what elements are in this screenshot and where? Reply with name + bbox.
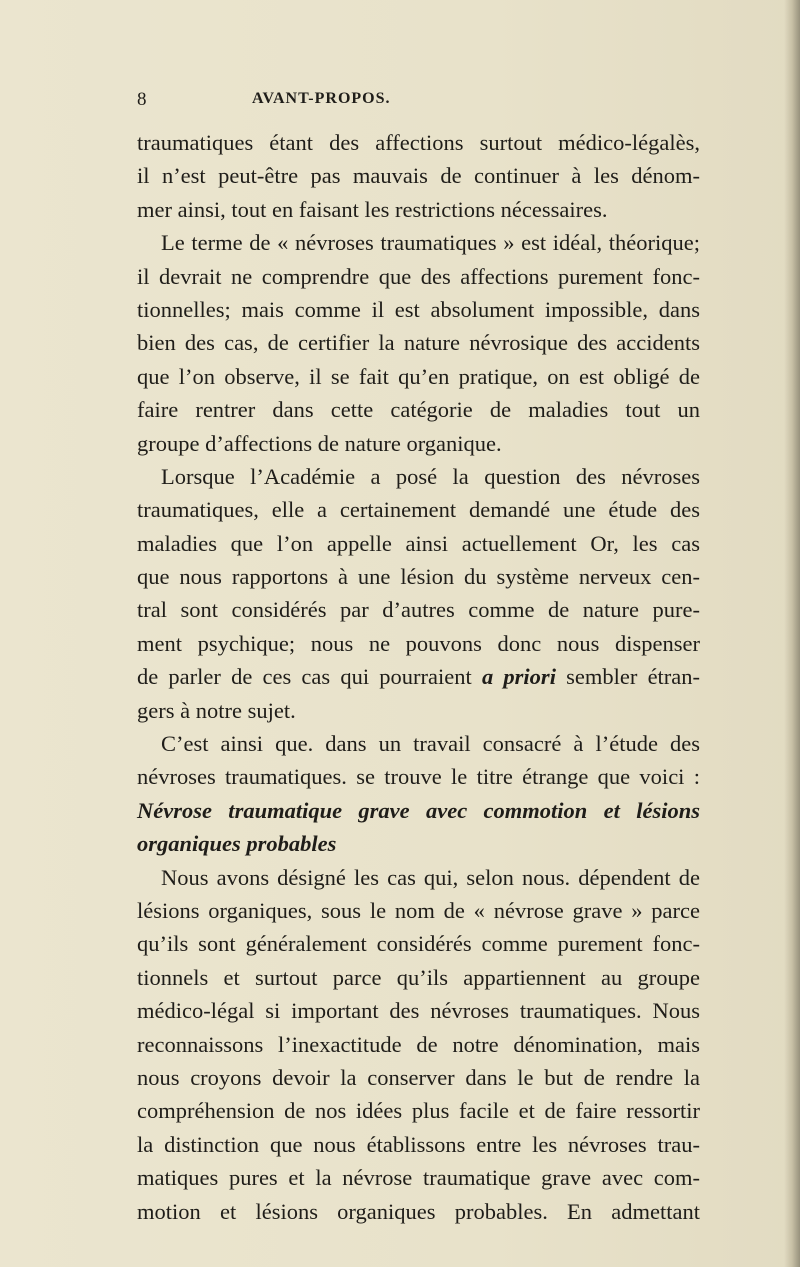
text-line: névroses traumatiques. se trouve le titre étrange que voici :	[137, 764, 700, 790]
text-line: qu’ils sont généralement considérés comme purement fonc-	[137, 931, 700, 957]
text-fragment: de parler de ces cas qui pourraient	[137, 664, 472, 690]
text-line: motion et lésions organiques probables. En admettant	[137, 1198, 700, 1224]
italic-title-line: organiques probables	[137, 831, 337, 857]
text-line: compréhension de nos idées plus facile et de faire ressortir	[137, 1098, 700, 1124]
body-text	[137, 126, 700, 1228]
text-line: il devrait ne comprendre que des affections purement fonc-	[137, 263, 700, 289]
text-line: lésions organiques, sous le nom de « névrose grave » parce	[137, 897, 700, 923]
text-line: C’est ainsi que. dans un travail consacré à l’étude des	[161, 731, 700, 757]
text-line: faire rentrer dans cette catégorie de maladies tout un	[137, 397, 700, 423]
text-line: Lorsque l’Académie a posé la question des névroses	[161, 463, 700, 489]
page-edge-shadow	[784, 0, 800, 1267]
text-line: tionnelles; mais comme il est absolument impossible, dans	[137, 296, 700, 322]
text-line: la distinction que nous établissons entre les névroses trau-	[137, 1131, 700, 1157]
text-line-with-italic	[137, 660, 700, 693]
text-line: matiques pures et la névrose traumatique grave avec com-	[137, 1165, 700, 1191]
text-line: médico-légal si important des névroses traumatiques. Nous	[137, 998, 700, 1024]
text-line: ment psychique; nous ne pouvons donc nous dispenser	[137, 630, 700, 656]
text-line: groupe d’affections de nature organique.	[137, 430, 502, 456]
text-line: que nous rapportons à une lésion du système nerveux cen-	[137, 564, 700, 590]
italic-title-line: Névrose traumatique grave avec commotion et lésions	[137, 797, 700, 823]
text-line: Nous avons désigné les cas qui, selon nous. dépendent de	[161, 864, 700, 890]
text-line: que l’on observe, il se fait qu’en pratique, on est obligé de	[137, 363, 700, 389]
text-line: traumatiques étant des affections surtout médico-légalès,	[137, 130, 700, 155]
text-line: tionnels et surtout parce qu’ils appartiennent au groupe	[137, 964, 700, 990]
text-line: reconnaissons l’inexactitude de notre dénomination, mais	[137, 1031, 700, 1057]
page-number: 8	[137, 89, 147, 110]
text-fragment: sembler étran-	[555, 664, 701, 690]
text-line: mer ainsi, tout en faisant les restrictions nécessaires.	[137, 196, 608, 222]
running-head	[137, 89, 697, 113]
text-line: bien des cas, de certifier la nature névrosique des accidents	[137, 330, 700, 356]
text-line: maladies que l’on appelle ainsi actuellement Or, les cas	[137, 530, 700, 556]
text-line: Le terme de « névroses traumatiques » est idéal, théorique;	[161, 230, 700, 256]
text-line: il n’est peut-être pas mauvais de continuer à les dénom-	[137, 163, 700, 189]
running-title: AVANT-PROPOS.	[252, 90, 391, 107]
text-line: tral sont considérés par d’autres comme de nature pure-	[137, 597, 700, 623]
italic-a-priori: a priori	[481, 664, 556, 690]
text-line: gers à notre sujet.	[137, 697, 296, 723]
text-line: traumatiques, elle a certainement demandé une étude des	[137, 497, 700, 523]
text-line: nous croyons devoir la conserver dans le but de rendre la	[137, 1064, 700, 1090]
